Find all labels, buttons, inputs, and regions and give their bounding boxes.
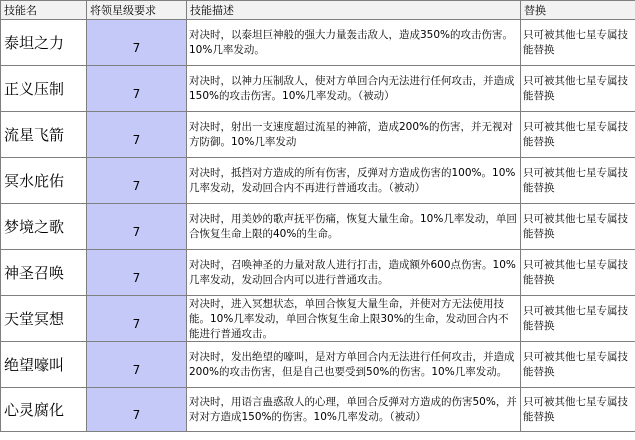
skill-description-cell	[187, 204, 521, 250]
skill-name-cell: 泰坦之力	[1, 20, 87, 66]
star-requirement-cell: 7	[87, 20, 187, 66]
table-row	[1, 296, 635, 342]
table-row	[1, 342, 635, 388]
table-row	[1, 112, 635, 158]
skill-name-cell: 梦境之歌	[1, 204, 87, 250]
star-requirement-cell: 7	[87, 296, 187, 342]
replacement-cell: 只可被其他七星专属技能替换	[521, 342, 635, 388]
header-row	[1, 1, 635, 20]
replacement-cell: 只可被其他七星专属技能替换	[521, 388, 635, 432]
skill-description-cell	[187, 388, 521, 432]
skill-description-text: 对决时，抵挡对方造成的所有伤害，反弹对方造成伤害的100%。10%几率发动，发动回合内不再进行普通攻击。（被动）	[189, 167, 516, 194]
replacement-cell: 只可被其他七星专属技能替换	[521, 66, 635, 112]
skill-name-cell: 神圣召唤	[1, 250, 87, 296]
skill-name-cell: 天堂冥想	[1, 296, 87, 342]
header-skill-description: 技能描述	[187, 1, 521, 20]
skill-name-cell: 冥水庇佑	[1, 158, 87, 204]
skill-description-text: 对决时，用美妙的歌声抚平伤痛，恢复大量生命。10%几率发动，单回合恢复生命上限的40%的生命。	[189, 213, 517, 240]
table-row	[1, 204, 635, 250]
skill-description-cell	[187, 342, 521, 388]
replacement-cell: 只可被其他七星专属技能替换	[521, 20, 635, 66]
replacement-cell: 只可被其他七星专属技能替换	[521, 204, 635, 250]
skill-description-text: 对决时，射出一支速度超过流星的神箭，造成200%的伤害，并无视对方防御。10%几率发动	[189, 121, 514, 148]
skill-description-cell	[187, 112, 521, 158]
star-requirement-cell: 7	[87, 112, 187, 158]
skill-description-cell	[187, 20, 521, 66]
header-skill-name: 技能名	[1, 1, 87, 20]
table-row	[1, 158, 635, 204]
table-row	[1, 20, 635, 66]
header-replacement: 替换	[521, 1, 635, 20]
skill-description-text: 对决时，进入冥想状态，单回合恢复大量生命，并使对方无法使用技能。10%几率发动，单回合恢复生命上限30%的生命，发动回合内不能进行普通攻击。	[189, 298, 509, 340]
star-requirement-cell: 7	[87, 250, 187, 296]
star-requirement-cell: 7	[87, 66, 187, 112]
skill-name-cell: 绝望嚎叫	[1, 342, 87, 388]
star-requirement-cell: 7	[87, 388, 187, 432]
replacement-cell: 只可被其他七星专属技能替换	[521, 296, 635, 342]
skill-description-text: 对决时，召唤神圣的力量对敌人进行打击，造成额外600点伤害。10%几率发动，发动回合内可以进行普通攻击。	[189, 259, 516, 286]
table-row	[1, 250, 635, 296]
star-requirement-cell: 7	[87, 204, 187, 250]
header-star-requirement: 将领星级要求	[87, 1, 187, 20]
skill-description-cell	[187, 296, 521, 342]
skill-name-cell: 流星飞箭	[1, 112, 87, 158]
skill-description-text: 对决时，以泰坦巨神般的强大力量轰击敌人，造成350%的攻击伤害。10%几率发动。	[189, 29, 514, 56]
replacement-cell: 只可被其他七星专属技能替换	[521, 158, 635, 204]
skill-name-cell: 正义压制	[1, 66, 87, 112]
table-row	[1, 66, 635, 112]
star-requirement-cell: 7	[87, 342, 187, 388]
skill-description-cell	[187, 66, 521, 112]
skill-description-text: 对决时，用语言蛊惑敌人的心理，单回合反弹对方造成的伤害50%，并对对方造成150%的伤害。10%几率发动。（被动）	[189, 396, 517, 423]
table-row	[1, 388, 635, 432]
replacement-cell: 只可被其他七星专属技能替换	[521, 112, 635, 158]
skill-description-cell	[187, 250, 521, 296]
skill-description-text: 对决时，以神力压制敌人，使对方单回合内无法进行任何攻击，并造成150%的攻击伤害。10%几率发动。（被动）	[189, 75, 515, 102]
skill-description-text: 对决时，发出绝望的嚎叫，是对方单回合内无法进行任何攻击，并造成200%的攻击伤害，但是自己也要受到50%的伤害。10%几率发动。	[189, 351, 515, 378]
skill-name-cell: 心灵腐化	[1, 388, 87, 432]
skill-description-cell	[187, 158, 521, 204]
star-requirement-cell: 7	[87, 158, 187, 204]
replacement-cell: 只可被其他七星专属技能替换	[521, 250, 635, 296]
